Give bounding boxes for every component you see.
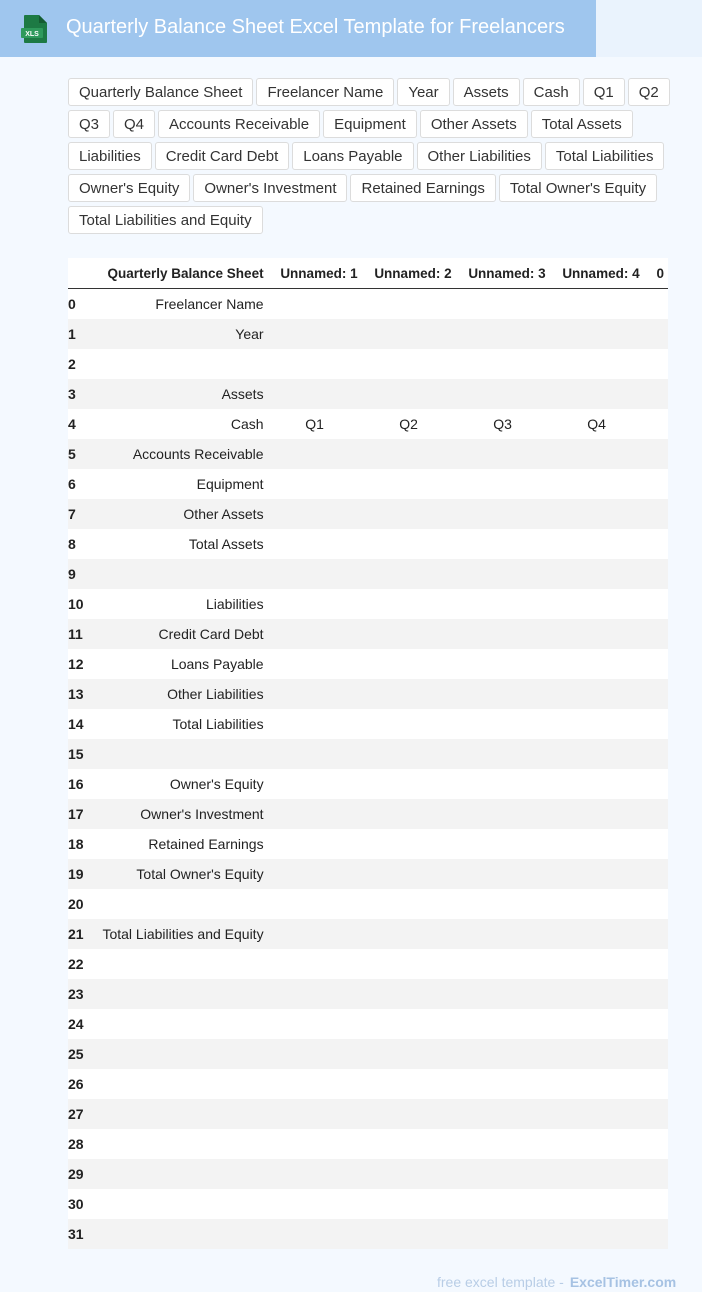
table-cell (456, 1129, 550, 1159)
table-cell (550, 889, 644, 919)
table-cell (362, 379, 456, 409)
row-label (84, 1069, 268, 1099)
row-index: 14 (68, 709, 84, 739)
table-cell (644, 439, 668, 469)
table-cell (644, 829, 668, 859)
tag-item[interactable]: Total Liabilities (545, 142, 665, 170)
table-cell (550, 859, 644, 889)
table-cell (644, 1069, 668, 1099)
table-cell (456, 589, 550, 619)
tag-item[interactable]: Total Owner's Equity (499, 174, 657, 202)
tag-item[interactable]: Liabilities (68, 142, 152, 170)
table-cell (362, 1219, 456, 1249)
table-row (68, 289, 668, 320)
row-index: 17 (68, 799, 84, 829)
row-index: 23 (68, 979, 84, 1009)
table-cell (362, 799, 456, 829)
table-cell (268, 739, 362, 769)
row-index: 28 (68, 1129, 84, 1159)
table-cell (456, 679, 550, 709)
table-cell (268, 679, 362, 709)
tag-item[interactable]: Other Assets (420, 110, 528, 138)
table-cell (268, 709, 362, 739)
table-cell (456, 1159, 550, 1189)
table-cell (456, 529, 550, 559)
row-label: Total Liabilities and Equity (84, 919, 268, 949)
table-cell: Q3 (456, 409, 550, 439)
table-cell (644, 379, 668, 409)
tag-item[interactable]: Equipment (323, 110, 417, 138)
tag-list (68, 78, 700, 238)
data-table-container[interactable] (68, 258, 664, 1249)
row-label (84, 1009, 268, 1039)
table-cell (644, 1129, 668, 1159)
row-index: 15 (68, 739, 84, 769)
table-cell (550, 439, 644, 469)
table-row (68, 409, 668, 439)
row-index: 3 (68, 379, 84, 409)
table-cell (268, 559, 362, 589)
table-cell (362, 889, 456, 919)
row-label (84, 1039, 268, 1069)
table-cell (456, 949, 550, 979)
table-row (68, 979, 668, 1009)
table-cell (456, 1039, 550, 1069)
table-cell: Q2 (362, 409, 456, 439)
table-row (68, 1129, 668, 1159)
row-label: Owner's Equity (84, 769, 268, 799)
table-cell (268, 829, 362, 859)
table-row (68, 799, 668, 829)
table-cell (456, 799, 550, 829)
table-cell: Q4 (550, 409, 644, 439)
table-cell (644, 859, 668, 889)
row-label: Credit Card Debt (84, 619, 268, 649)
table-cell (456, 859, 550, 889)
table-cell (644, 469, 668, 499)
tag-item[interactable]: Loans Payable (292, 142, 413, 170)
table-cell (362, 439, 456, 469)
table-cell (268, 349, 362, 379)
table-cell (456, 649, 550, 679)
table-cell (362, 679, 456, 709)
tag-item[interactable]: Assets (453, 78, 520, 106)
table-cell (456, 1009, 550, 1039)
table-row (68, 769, 668, 799)
page-title: Quarterly Balance Sheet Excel Template for Freelancers (66, 16, 565, 38)
table-cell (550, 1159, 644, 1189)
tag-item[interactable]: Accounts Receivable (158, 110, 320, 138)
table-cell (550, 499, 644, 529)
table-cell (268, 1129, 362, 1159)
table-cell (268, 469, 362, 499)
table-cell (550, 769, 644, 799)
footer-brand-link[interactable]: ExcelTimer.com (569, 1274, 677, 1290)
tag-item[interactable]: Q1 (583, 78, 625, 106)
table-cell (268, 889, 362, 919)
table-cell (644, 949, 668, 979)
row-label (84, 889, 268, 919)
table-cell (550, 1039, 644, 1069)
table-row (68, 469, 668, 499)
row-label: Other Assets (84, 499, 268, 529)
table-cell (550, 949, 644, 979)
table-cell (362, 1159, 456, 1189)
row-label: Other Liabilities (84, 679, 268, 709)
table-cell (268, 1219, 362, 1249)
row-label (84, 739, 268, 769)
tag-item[interactable]: Cash (523, 78, 580, 106)
tag-item[interactable]: Total Liabilities and Equity (68, 206, 263, 234)
table-cell (550, 1099, 644, 1129)
row-index: 13 (68, 679, 84, 709)
table-row (68, 349, 668, 379)
table-row (68, 529, 668, 559)
table-cell (456, 709, 550, 739)
table-cell (362, 1069, 456, 1099)
table-row (68, 1219, 668, 1249)
table-cell (550, 289, 644, 320)
table-cell (268, 289, 362, 320)
row-index: 9 (68, 559, 84, 589)
table-cell (268, 379, 362, 409)
table-cell (362, 649, 456, 679)
table-cell (362, 769, 456, 799)
table-row (68, 949, 668, 979)
table-row (68, 649, 668, 679)
row-label (84, 559, 268, 589)
table-cell (268, 619, 362, 649)
table-cell (362, 1009, 456, 1039)
table-cell (362, 499, 456, 529)
table-row (68, 709, 668, 739)
row-index: 22 (68, 949, 84, 979)
table-cell (644, 979, 668, 1009)
table-row (68, 319, 668, 349)
tag-item[interactable]: Retained Earnings (350, 174, 495, 202)
row-index: 21 (68, 919, 84, 949)
table-cell (268, 1099, 362, 1129)
table-cell (644, 499, 668, 529)
row-index: 19 (68, 859, 84, 889)
table-cell (550, 979, 644, 1009)
row-index: 2 (68, 349, 84, 379)
row-label: Total Liabilities (84, 709, 268, 739)
table-cell (268, 649, 362, 679)
table-cell (362, 1099, 456, 1129)
table-cell (644, 289, 668, 320)
table-cell (362, 1129, 456, 1159)
table-cell (644, 769, 668, 799)
tag-item[interactable]: Total Assets (531, 110, 633, 138)
table-cell (362, 1039, 456, 1069)
table-cell (550, 589, 644, 619)
table-cell (644, 619, 668, 649)
tag-item[interactable]: Freelancer Name (256, 78, 394, 106)
row-label (84, 1219, 268, 1249)
table-cell (644, 1099, 668, 1129)
table-cell (362, 589, 456, 619)
table-cell (268, 1009, 362, 1039)
table-row (68, 1159, 668, 1189)
table-cell (268, 1039, 362, 1069)
table-cell (550, 739, 644, 769)
table-cell (550, 799, 644, 829)
table-cell (268, 589, 362, 619)
table-cell (456, 439, 550, 469)
table-cell (362, 289, 456, 320)
column-header: Unnamed: 3 (456, 258, 550, 289)
row-label: Total Assets (84, 529, 268, 559)
table-cell (362, 919, 456, 949)
row-label (84, 1159, 268, 1189)
data-table (68, 258, 668, 1249)
table-row (68, 439, 668, 469)
row-label (84, 1189, 268, 1219)
row-label (84, 949, 268, 979)
tag-item[interactable]: Credit Card Debt (155, 142, 290, 170)
table-cell (456, 739, 550, 769)
table-cell (550, 829, 644, 859)
table-cell (644, 1189, 668, 1219)
table-row (68, 619, 668, 649)
table-cell (456, 469, 550, 499)
row-index: 25 (68, 1039, 84, 1069)
table-cell (644, 679, 668, 709)
table-cell (362, 859, 456, 889)
row-index: 6 (68, 469, 84, 499)
row-index: 1 (68, 319, 84, 349)
table-row (68, 889, 668, 919)
row-label: Accounts Receivable (84, 439, 268, 469)
table-cell (550, 619, 644, 649)
table-cell (362, 829, 456, 859)
table-header-row (68, 258, 668, 289)
table-row (68, 829, 668, 859)
table-cell (362, 739, 456, 769)
tag-item[interactable]: Owner's Equity (68, 174, 190, 202)
table-row (68, 919, 668, 949)
table-cell (456, 1099, 550, 1129)
table-cell (456, 619, 550, 649)
table-cell (550, 1189, 644, 1219)
tag-item[interactable]: Q4 (113, 110, 155, 138)
table-row (68, 1189, 668, 1219)
table-cell (550, 649, 644, 679)
table-cell (268, 1069, 362, 1099)
page-header (0, 0, 596, 57)
table-cell (550, 349, 644, 379)
row-index: 31 (68, 1219, 84, 1249)
table-cell (362, 979, 456, 1009)
table-cell (644, 1219, 668, 1249)
table-cell (550, 679, 644, 709)
table-cell (268, 859, 362, 889)
row-label (84, 979, 268, 1009)
footer-text: free excel template - (437, 1274, 564, 1290)
row-index: 29 (68, 1159, 84, 1189)
row-label: Liabilities (84, 589, 268, 619)
table-cell (644, 1039, 668, 1069)
table-cell (456, 1069, 550, 1099)
table-cell (362, 709, 456, 739)
table-cell (644, 319, 668, 349)
table-cell (362, 529, 456, 559)
row-label: Total Owner's Equity (84, 859, 268, 889)
table-cell (456, 1219, 550, 1249)
row-index: 30 (68, 1189, 84, 1219)
table-cell (644, 919, 668, 949)
table-cell (362, 469, 456, 499)
table-cell (550, 559, 644, 589)
table-cell (268, 979, 362, 1009)
table-cell (644, 1159, 668, 1189)
table-cell (268, 769, 362, 799)
table-cell: Q1 (268, 409, 362, 439)
table-cell (268, 529, 362, 559)
row-label: Owner's Investment (84, 799, 268, 829)
table-cell (550, 1009, 644, 1039)
table-cell (362, 1189, 456, 1219)
table-cell (644, 589, 668, 619)
table-cell (268, 799, 362, 829)
table-cell (362, 949, 456, 979)
tag-item[interactable]: Q2 (628, 78, 670, 106)
table-cell (268, 439, 362, 469)
table-cell (456, 889, 550, 919)
row-index: 20 (68, 889, 84, 919)
table-cell (268, 499, 362, 529)
row-index: 7 (68, 499, 84, 529)
index-header (68, 258, 84, 289)
table-row (68, 589, 668, 619)
table-cell (456, 979, 550, 1009)
row-index: 24 (68, 1009, 84, 1039)
column-header: Quarterly Balance Sheet (84, 258, 268, 289)
row-index: 5 (68, 439, 84, 469)
table-cell (456, 1189, 550, 1219)
column-header: 0 (644, 258, 668, 289)
tag-item[interactable]: Other Liabilities (417, 142, 542, 170)
row-index: 12 (68, 649, 84, 679)
table-cell (456, 289, 550, 320)
table-cell (456, 319, 550, 349)
row-label: Retained Earnings (84, 829, 268, 859)
tag-item[interactable]: Owner's Investment (193, 174, 347, 202)
row-label: Loans Payable (84, 649, 268, 679)
tag-item[interactable]: Year (397, 78, 449, 106)
table-body (68, 289, 668, 1250)
row-index: 26 (68, 1069, 84, 1099)
table-cell (644, 799, 668, 829)
table-row (68, 859, 668, 889)
column-header: Unnamed: 2 (362, 258, 456, 289)
table-row (68, 1099, 668, 1129)
table-cell (268, 1159, 362, 1189)
table-cell (456, 499, 550, 529)
row-label: Year (84, 319, 268, 349)
table-cell (644, 649, 668, 679)
tag-item[interactable]: Q3 (68, 110, 110, 138)
table-cell (268, 919, 362, 949)
table-row (68, 1069, 668, 1099)
table-cell (456, 769, 550, 799)
row-index: 18 (68, 829, 84, 859)
table-cell (268, 949, 362, 979)
table-cell (268, 1189, 362, 1219)
table-cell (362, 559, 456, 589)
table-cell (362, 349, 456, 379)
table-row (68, 499, 668, 529)
table-row (68, 379, 668, 409)
row-label: Equipment (84, 469, 268, 499)
table-row (68, 679, 668, 709)
column-header: Unnamed: 1 (268, 258, 362, 289)
table-cell (550, 469, 644, 499)
table-cell (550, 1069, 644, 1099)
table-cell (644, 349, 668, 379)
table-cell (456, 829, 550, 859)
table-cell (456, 919, 550, 949)
footer (437, 1274, 676, 1290)
table-cell (550, 379, 644, 409)
row-index: 4 (68, 409, 84, 439)
table-cell (550, 919, 644, 949)
table-cell (456, 349, 550, 379)
excel-file-icon (21, 14, 49, 44)
row-index: 10 (68, 589, 84, 619)
table-cell (644, 739, 668, 769)
table-cell (550, 529, 644, 559)
row-label (84, 1099, 268, 1129)
row-index: 8 (68, 529, 84, 559)
table-cell (362, 619, 456, 649)
table-cell (644, 409, 668, 439)
column-header: Unnamed: 4 (550, 258, 644, 289)
table-row (68, 559, 668, 589)
table-cell (268, 319, 362, 349)
row-index: 11 (68, 619, 84, 649)
table-cell (644, 529, 668, 559)
row-label: Freelancer Name (84, 289, 268, 320)
table-cell (644, 559, 668, 589)
icon-label: XLS (25, 31, 39, 38)
row-index: 27 (68, 1099, 84, 1129)
table-cell (550, 319, 644, 349)
table-cell (644, 709, 668, 739)
table-row (68, 1009, 668, 1039)
table-row (68, 739, 668, 769)
row-label: Assets (84, 379, 268, 409)
table-cell (362, 319, 456, 349)
row-label: Cash (84, 409, 268, 439)
row-label (84, 349, 268, 379)
table-cell (644, 889, 668, 919)
tag-item[interactable]: Quarterly Balance Sheet (68, 78, 253, 106)
table-cell (550, 709, 644, 739)
table-cell (456, 379, 550, 409)
table-cell (550, 1129, 644, 1159)
row-label (84, 1129, 268, 1159)
table-cell (456, 559, 550, 589)
row-index: 0 (68, 289, 84, 320)
table-row (68, 1039, 668, 1069)
row-index: 16 (68, 769, 84, 799)
table-cell (550, 1219, 644, 1249)
table-cell (644, 1009, 668, 1039)
